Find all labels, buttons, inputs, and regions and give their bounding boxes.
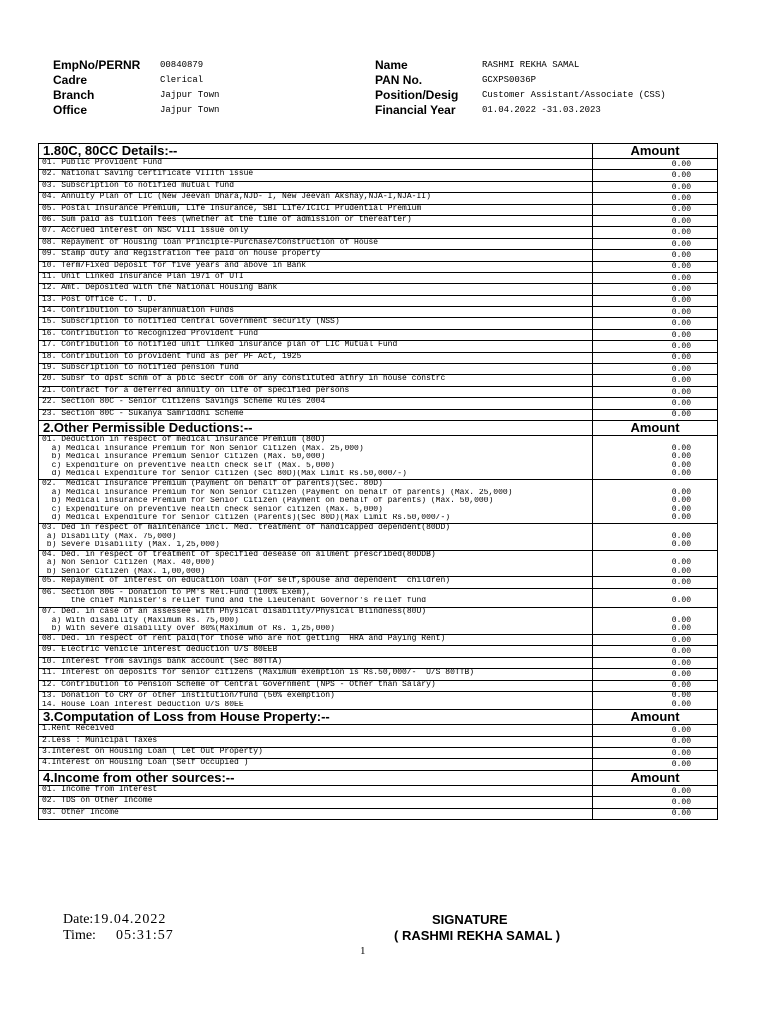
row-amount (593, 785, 718, 796)
description-line: 07. Ded. in case of an assessee with Physical disability/Physical Blindness(80U) (42, 608, 427, 617)
description-line: 01. Public Provident Fund (42, 159, 163, 167)
row-description (39, 588, 593, 607)
amount-value: 0.00 (671, 737, 691, 747)
table-row (39, 307, 718, 318)
description-line: 18. Contribution to provident fund as per PF Act, 1925 (42, 352, 302, 361)
time-line (63, 928, 174, 944)
row-amount (593, 227, 718, 238)
description-line: 01. Income from Interest (42, 785, 158, 794)
cadre-label: Cadre (53, 73, 88, 87)
table-row (39, 785, 718, 796)
row-amount (593, 435, 718, 479)
row-description (39, 550, 593, 577)
table-row (39, 669, 718, 680)
amount-value: 0.00 (671, 182, 691, 192)
amount-value: 0.00 (671, 387, 691, 397)
amount-value: 0.00 (671, 353, 691, 363)
row-description (39, 577, 593, 588)
row-description (39, 646, 593, 657)
row-amount (593, 669, 718, 680)
row-description (39, 341, 593, 352)
table-row (39, 341, 718, 352)
amount-value: 0.00 (671, 239, 691, 249)
signature-label: SIGNATURE (432, 912, 508, 927)
row-amount (593, 736, 718, 747)
table-row (39, 227, 718, 238)
section-title: 4.Income from other sources:-- (39, 770, 593, 785)
row-amount (593, 193, 718, 204)
amount-value: 0.00 (671, 228, 691, 238)
description-line: 05. Postal Insurance Premium, Life Insurance, SBI Life/ICICI Prudential Premium (42, 204, 422, 213)
header-left-0 (53, 57, 140, 72)
amount-value: 0.00 (671, 496, 691, 506)
table-row (39, 577, 718, 588)
name-value: RASHMI REKHA SAMAL (482, 60, 580, 70)
row-amount (593, 479, 718, 523)
description-line: 1.Rent Received (42, 725, 115, 734)
table-row (39, 646, 718, 657)
table-row (39, 398, 718, 409)
row-description (39, 227, 593, 238)
date-line (63, 912, 166, 928)
table-row (39, 250, 718, 261)
section-header-2 (39, 420, 718, 435)
description-line: c) Expenditure on preventive health check senior citizen (Max. 5,000) (42, 505, 383, 514)
amount-value: 0.00 (671, 595, 691, 605)
amount-value: 0.00 (671, 460, 691, 470)
description-line: b) With severe disability over 80%(Maximum of Rs. 1,25,000) (42, 625, 335, 634)
amount-value: 0.00 (671, 487, 691, 497)
date-value: 19.04.2022 (93, 912, 167, 927)
table-row (39, 479, 718, 523)
description-line: the chief Minister's relief fund and the Lieutenant Governor's relief fund (42, 597, 427, 606)
description-line: c) Expenditure on preventive health check self (Max. 5,000) (42, 461, 335, 470)
branch-value: Jajpur Town (160, 90, 220, 100)
amount-value: 0.00 (671, 364, 691, 374)
amount-value: 0.00 (671, 786, 691, 796)
row-amount (593, 398, 718, 409)
table-row (39, 204, 718, 215)
row-amount (593, 588, 718, 607)
row-amount (593, 577, 718, 588)
row-amount (593, 307, 718, 318)
amount-value: 0.00 (671, 319, 691, 329)
row-amount (593, 318, 718, 329)
row-description (39, 657, 593, 668)
financial-year-value: 01.04.2022 -31.03.2023 (482, 105, 601, 115)
amount-value: 0.00 (671, 540, 691, 550)
amount-value: 0.00 (671, 307, 691, 317)
description-line: 09. Electric Vehicle interest deduction U/S 80EEB (42, 646, 278, 655)
amount-value: 0.00 (671, 504, 691, 514)
amount-value: 0.00 (671, 443, 691, 453)
row-description (39, 204, 593, 215)
row-description (39, 364, 593, 375)
section-header-3 (39, 710, 718, 725)
table-row (39, 352, 718, 363)
table-row (39, 193, 718, 204)
table-row (39, 635, 718, 646)
amount-value: 0.00 (671, 193, 691, 203)
row-amount (593, 364, 718, 375)
table-row (39, 170, 718, 181)
table-row (39, 364, 718, 375)
description-line: 07. Accrued interest on NSC VIII issue only (42, 227, 249, 236)
row-amount (593, 375, 718, 386)
description-line: 11. Unit Linked Insurance Plan 1971 of UTI (42, 272, 244, 281)
row-description (39, 785, 593, 796)
description-line: 09. Stamp duty and Registration fee paid on house property (42, 250, 321, 259)
amount-value: 0.00 (671, 748, 691, 758)
description-line: b) Medical insurance Premium Senior Citizen (Max. 50,000) (42, 453, 326, 462)
row-description (39, 307, 593, 318)
row-description (39, 725, 593, 736)
description-line: 08. Repayment of Housing loan Principle-Purchase/Construction of House (42, 238, 379, 247)
description-line: 20. Subsr to dpst schm of a pblc sectr com or any constituted athry in house constrc (42, 375, 446, 384)
amount-value: 0.00 (671, 615, 691, 625)
row-amount (593, 608, 718, 635)
description-line: 03. Ded in respect of maintenance incl. Med. treatment of handicapped dependent(80DD) (42, 523, 451, 532)
row-amount (593, 797, 718, 808)
amount-column-header: Amount (593, 710, 718, 725)
description-line: 12. Amt. Deposited with the National Housing Bank (42, 284, 278, 293)
table-row (39, 375, 718, 386)
description-line: 08. Ded. in respect of rent paid(for those who are not getting HRA and Paying Rent) (42, 635, 446, 644)
description-line: b) Severe Disability (Max. 1,25,000) (42, 541, 220, 550)
row-description (39, 181, 593, 192)
amount-value: 0.00 (671, 691, 691, 700)
row-description (39, 284, 593, 295)
cadre-value: Clerical (160, 75, 204, 85)
description-line: 05. Repayment of interest on education loan (For self,spouse and dependent children) (42, 577, 451, 586)
table-row (39, 238, 718, 249)
amount-value: 0.00 (671, 699, 691, 709)
table-row (39, 657, 718, 668)
table-row (39, 588, 718, 607)
signature-name: ( RASHMI REKHA SAMAL ) (394, 928, 561, 943)
table-row (39, 261, 718, 272)
amount-value: 0.00 (671, 171, 691, 181)
description-line: b) Senior Citizen (Max. 1,00,000) (42, 567, 206, 576)
amount-value: 0.00 (671, 330, 691, 340)
office-value: Jajpur Town (160, 105, 220, 115)
description-line: a) Non Senior Citizen (Max. 40,000) (42, 559, 215, 568)
section-header-4 (39, 770, 718, 785)
description-line: 21. Contract for a deferred annuity on life of specified persons (42, 386, 350, 395)
financial-year-label: Financial Year (375, 103, 456, 117)
description-line: a) Disability (Max. 75,000) (42, 532, 177, 541)
amount-value: 0.00 (671, 250, 691, 260)
table-row (39, 386, 718, 397)
table-row (39, 550, 718, 577)
row-amount (593, 352, 718, 363)
row-description (39, 435, 593, 479)
description-line: 10. Interest from savings bank account (Sec 80TTA) (42, 657, 283, 666)
row-amount (593, 295, 718, 306)
amount-value: 0.00 (671, 285, 691, 295)
table-row (39, 680, 718, 691)
row-description (39, 375, 593, 386)
row-description (39, 808, 593, 819)
row-amount (593, 523, 718, 550)
table-row (39, 272, 718, 283)
description-line: a) Medical insurance Premium for Non Senior Citizen (Payment on behalf of parents) (Max. 25,000) (42, 488, 513, 497)
description-line: 23. Section 80C - Sukanya Samriddhi Scheme (42, 409, 244, 418)
empno-value: 00840879 (160, 60, 204, 70)
description-line: 12. Contribution to Pension Scheme of Central Government (NPS - Other than Salary) (42, 680, 436, 689)
description-line: 16. Contribution to Recognized Provident Fund (42, 329, 259, 338)
amount-value: 0.00 (671, 725, 691, 735)
row-amount (593, 747, 718, 758)
table-row (39, 797, 718, 808)
table-row (39, 736, 718, 747)
table-row (39, 608, 718, 635)
description-line: 14. House Loan Interest Deduction U/S 80EE (42, 700, 244, 709)
table-row (39, 215, 718, 226)
row-amount (593, 692, 718, 710)
row-description (39, 669, 593, 680)
row-description (39, 318, 593, 329)
row-description (39, 352, 593, 363)
row-description (39, 193, 593, 204)
amount-value: 0.00 (671, 399, 691, 408)
description-line: 04. Annuity Plan of LIC (New Jeevan Dhara,NJD- I, New Jeevan Akshay,NJA-I,NJA-II) (42, 193, 431, 202)
row-description (39, 635, 593, 646)
table-row (39, 523, 718, 550)
row-amount (593, 808, 718, 819)
deductions-table (38, 143, 718, 820)
row-amount (593, 159, 718, 170)
position-value: Customer Assistant/Associate (CSS) (482, 90, 666, 100)
branch-label: Branch (53, 88, 95, 102)
description-line: 13. Donation to CRY or other institution/fund (50% exemption) (42, 692, 335, 700)
amount-value: 0.00 (671, 635, 691, 645)
amount-value: 0.00 (671, 809, 691, 819)
row-description (39, 736, 593, 747)
row-amount (593, 657, 718, 668)
row-description (39, 523, 593, 550)
description-line: 06. Section 80G - Donation to PM's Rel.Fund (100% Exem), (42, 588, 311, 597)
pan-value: GCXPS0036P (482, 75, 537, 85)
amount-value: 0.00 (671, 452, 691, 462)
description-line: 19. Subscription to notified pension fund (42, 364, 239, 373)
table-row (39, 181, 718, 192)
amount-value: 0.00 (671, 410, 691, 420)
row-description (39, 329, 593, 340)
row-amount (593, 238, 718, 249)
row-amount (593, 181, 718, 192)
description-line: 03. Other Income (42, 808, 119, 817)
pan-label: PAN No. (375, 73, 423, 87)
amount-value: 0.00 (671, 531, 691, 541)
table-row (39, 808, 718, 819)
row-amount (593, 261, 718, 272)
row-description (39, 261, 593, 272)
table-row (39, 759, 718, 770)
description-line: 4.Interest on Housing Loan (Self Occupied ) (42, 759, 249, 768)
description-line: 17. Contribution to notified unit linked insurance plan of LIC Mutual Fund (42, 341, 398, 350)
time-label: Time: (63, 928, 96, 943)
row-description (39, 215, 593, 226)
amount-value: 0.00 (671, 513, 691, 523)
amount-column-header: Amount (593, 144, 718, 159)
section-title: 1.80C, 80CC Details:-- (39, 144, 593, 159)
row-description (39, 238, 593, 249)
row-amount (593, 329, 718, 340)
description-line: a) With disability (Maximum Rs. 75,000) (42, 616, 239, 625)
row-description (39, 747, 593, 758)
page-number: 1 (360, 945, 366, 957)
row-amount (593, 170, 718, 181)
table-row (39, 409, 718, 420)
description-line: a) Medical insurance Premium for Non Senior Citizen (Max. 25,000) (42, 444, 364, 453)
row-description (39, 608, 593, 635)
position-label: Position/Desig (375, 88, 459, 102)
description-line: 01. Deduction in respect of medical insurance Premium (80D) (42, 435, 326, 444)
amount-column-header: Amount (593, 770, 718, 785)
name-label: Name (375, 58, 408, 72)
amount-value: 0.00 (671, 658, 691, 668)
amount-value: 0.00 (671, 670, 691, 680)
row-description (39, 272, 593, 283)
section-title: 3.Computation of Loss from House Property:-- (39, 710, 593, 725)
row-amount (593, 635, 718, 646)
row-amount (593, 680, 718, 691)
table-row (39, 159, 718, 170)
table-row (39, 295, 718, 306)
amount-value: 0.00 (671, 797, 691, 807)
deductions-table-body (39, 144, 718, 820)
amount-value: 0.00 (671, 760, 691, 770)
row-description (39, 409, 593, 420)
amount-value: 0.00 (671, 566, 691, 576)
table-row (39, 435, 718, 479)
amount-value: 0.00 (671, 578, 691, 588)
amount-column-header: Amount (593, 420, 718, 435)
row-amount (593, 215, 718, 226)
amount-value: 0.00 (671, 558, 691, 568)
description-line: 06. Sum paid as tuition fees (whether at the time of admission or thereafter) (42, 215, 412, 224)
row-description (39, 159, 593, 170)
row-amount (593, 646, 718, 657)
row-description (39, 170, 593, 181)
amount-value: 0.00 (671, 342, 691, 352)
amount-value: 0.00 (671, 469, 691, 479)
description-line: b) Medical insurance Premium for Senior Citizen (Payment on behalf of parents) (Max. 50,000) (42, 497, 494, 506)
amount-value: 0.00 (671, 216, 691, 226)
table-row (39, 725, 718, 736)
description-line: 10. Term/Fixed Deposit for five years and above in Bank (42, 261, 307, 270)
row-description (39, 680, 593, 691)
row-description (39, 250, 593, 261)
row-amount (593, 250, 718, 261)
description-line: 02. TDS on Other Income (42, 797, 153, 806)
row-amount (593, 725, 718, 736)
row-description (39, 295, 593, 306)
description-line: 11. Interest on deposits for senior citizens (Maximum exemption is Rs.50,000/- U/S 80TTB) (42, 669, 475, 678)
description-line: 22. Section 80C - Senior Citizens Savings Scheme Rules 2004 (42, 398, 326, 407)
row-description (39, 692, 593, 710)
amount-value: 0.00 (671, 624, 691, 634)
table-row (39, 284, 718, 295)
description-line: 02. National Saving Certificate VIIIth issue (42, 170, 254, 179)
amount-value: 0.00 (671, 647, 691, 657)
office-label: Office (53, 103, 88, 117)
table-row (39, 747, 718, 758)
description-line: 03. Subscription to notified mutual fund (42, 181, 235, 190)
employee-header (0, 57, 768, 121)
amount-value: 0.00 (671, 205, 691, 215)
amount-value: 0.00 (671, 681, 691, 691)
amount-value: 0.00 (671, 273, 691, 283)
row-amount (593, 284, 718, 295)
description-line: d) Medical Expenditure for Senior Citizen (Sec 80D)(Max Limit Rs.50,000/-) (42, 470, 407, 479)
time-value: 05:31:57 (115, 928, 174, 943)
empno-label: EmpNo/PERNR (53, 58, 141, 72)
amount-value: 0.00 (671, 159, 691, 169)
description-line: 15. Subscription to notified Central Government security (NSS) (42, 318, 340, 327)
description-line: 2.Less : Municipal Taxes (42, 736, 158, 745)
row-description (39, 479, 593, 523)
date-label: Date: (63, 912, 94, 927)
row-description (39, 398, 593, 409)
description-line: 04. Ded. in respect of treatment of specified desease on ailment prescribed(80DDB) (42, 550, 436, 559)
table-row (39, 329, 718, 340)
row-amount (593, 272, 718, 283)
description-line: 02. Medical Insurance Premium (Payment on behalf of parents)(Sec. 80D) (42, 479, 383, 488)
row-description (39, 797, 593, 808)
section-title: 2.Other Permissible Deductions:-- (39, 420, 593, 435)
description-line: 3.Interest on Housing Loan ( Let Out Property) (42, 747, 263, 756)
table-row (39, 318, 718, 329)
amount-value: 0.00 (671, 262, 691, 272)
description-line: 13. Post Office C. T. D. (42, 295, 158, 304)
amount-value: 0.00 (671, 376, 691, 386)
row-description (39, 759, 593, 770)
row-amount (593, 759, 718, 770)
description-line: 14. Contribution to Superannuation Funds (42, 307, 235, 316)
row-amount (593, 409, 718, 420)
row-amount (593, 341, 718, 352)
section-header-1 (39, 144, 718, 159)
row-amount (593, 550, 718, 577)
table-row (39, 692, 718, 710)
row-amount (593, 204, 718, 215)
row-amount (593, 386, 718, 397)
row-description (39, 386, 593, 397)
description-line: d) Medical Expenditure for Senior Citizen (Parents)(Sec 80D)(Max Limit Rs.50,000/-) (42, 514, 451, 523)
amount-value: 0.00 (671, 296, 691, 306)
